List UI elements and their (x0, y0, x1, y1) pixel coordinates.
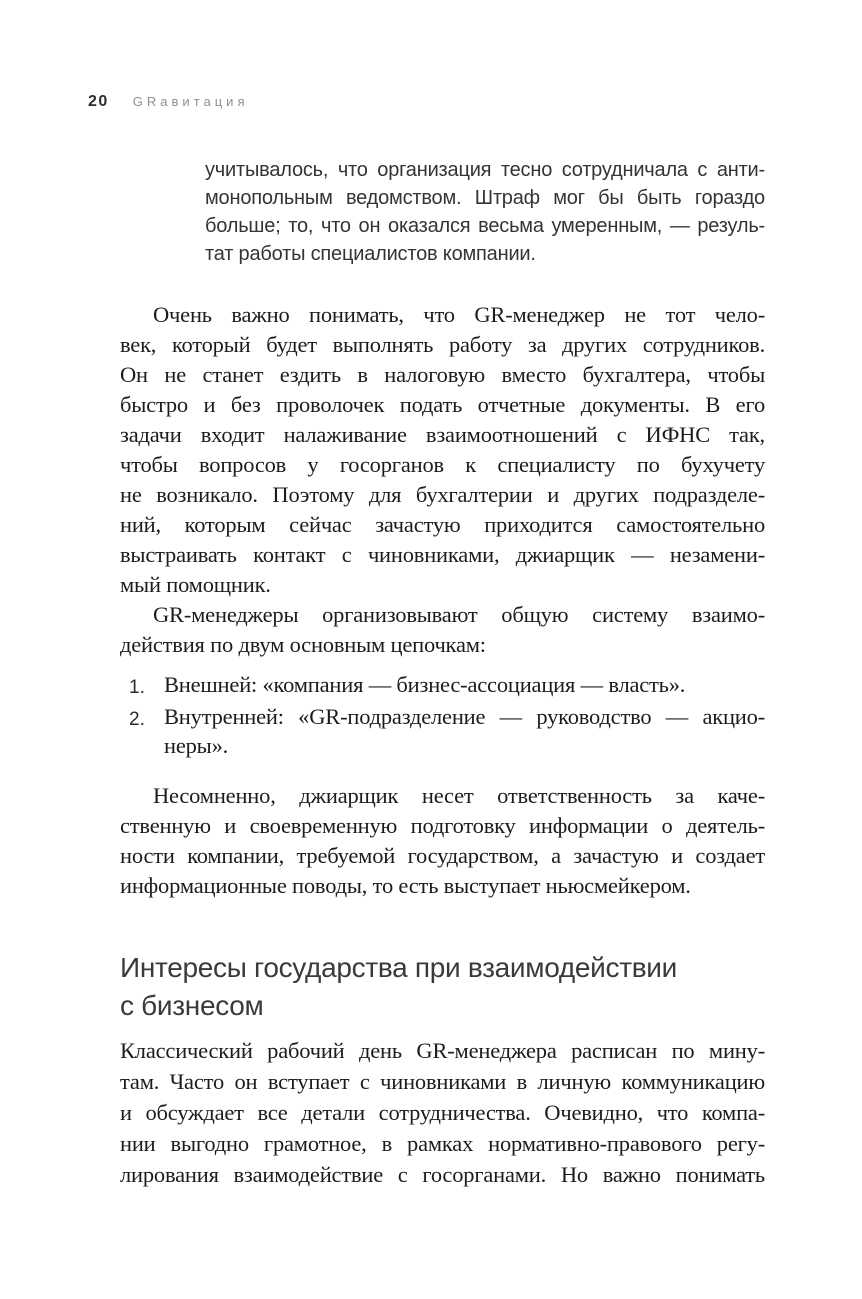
page-number: 20 (88, 93, 109, 110)
list-item-number: 2. (129, 709, 145, 730)
heading-line: с бизнесом (120, 990, 264, 1021)
numbered-list (120, 670, 765, 760)
block-quote (205, 156, 765, 268)
paragraph-two-chains-intro (120, 600, 765, 660)
text-line: не возникало. Поэтому для бухгалтерии и других подразделе- (120, 482, 765, 507)
running-header (88, 93, 765, 111)
section-heading (120, 949, 765, 1025)
text-line: ний, которым сейчас зачастую приходится самостоятельно (120, 512, 765, 537)
list-item (120, 670, 765, 702)
text-line: Внутренней: «GR-подразделение — руководство — акцио- (164, 704, 765, 729)
list-item-text (164, 702, 765, 760)
text-line: ственную и своевременную подготовку информации о деятель- (120, 813, 765, 838)
list-item (120, 702, 765, 760)
text-line: неры». (164, 733, 229, 758)
text-line: монопольным ведомством. Штраф мог бы быть гораздо (205, 187, 765, 209)
text-line: там. Часто он вступает с чиновниками в личную коммуникацию (120, 1069, 765, 1094)
text-line: информационные поводы, то есть выступает ньюсмейкером. (120, 873, 691, 898)
running-title: GRавитация (132, 94, 249, 109)
text-line: Несомненно, джиарщик несет ответственность за каче- (153, 783, 765, 808)
text-line: нии выгодно грамотное, в рамках нормативно-правового регу- (120, 1131, 765, 1156)
text-line: задачи входит налаживание взаимоотношений с ИФНС так, (120, 422, 765, 447)
list-item-number: 1. (129, 677, 145, 698)
text-line: Он не станет ездить в налоговую вместо бухгалтера, чтобы (120, 362, 765, 387)
text-line: GR-менеджеры организовывают общую систему взаимо- (153, 602, 765, 627)
text-line: действия по двум основным цепочкам: (120, 632, 486, 657)
text-line: ности компании, требуемой государством, а зачастую и создает (120, 843, 765, 868)
text-line: и обсуждает все детали сотрудничества. Очевидно, что компа- (120, 1100, 765, 1125)
text-line: лирования взаимодействие с госорганами. Но важно понимать (120, 1162, 765, 1187)
paragraph-state-interests (120, 1035, 765, 1190)
text-line: больше; то, что он оказался весьма умеренным, — резуль- (205, 215, 765, 237)
text-line: быстро и без проволочек подать отчетные документы. В его (120, 392, 765, 417)
paragraph-gr-manager-role (120, 300, 765, 600)
paragraph-newsmaker (120, 781, 765, 901)
text-line: выстраивать контакт с чиновниками, джиарщик — незамени- (120, 542, 765, 567)
text-line: Внешней: «компания — бизнес-ассоциация — власть». (164, 672, 686, 697)
text-line: чтобы вопросов у госорганов к специалисту по бухучету (120, 452, 765, 477)
text-line: тат работы специалистов компании. (205, 243, 536, 265)
heading-line: Интересы государства при взаимодействии (120, 952, 677, 983)
text-line: Очень важно понимать, что GR-менеджер не тот чело- (153, 302, 765, 327)
text-line: Классический рабочий день GR-менеджера расписан по мину- (120, 1038, 765, 1063)
text-line: век, который будет выполнять работу за других сотрудников. (120, 332, 765, 357)
text-line: учитывалось, что организация тесно сотрудничала с анти- (205, 159, 765, 181)
text-line: мый помощник. (120, 572, 271, 597)
list-item-text (164, 670, 765, 702)
